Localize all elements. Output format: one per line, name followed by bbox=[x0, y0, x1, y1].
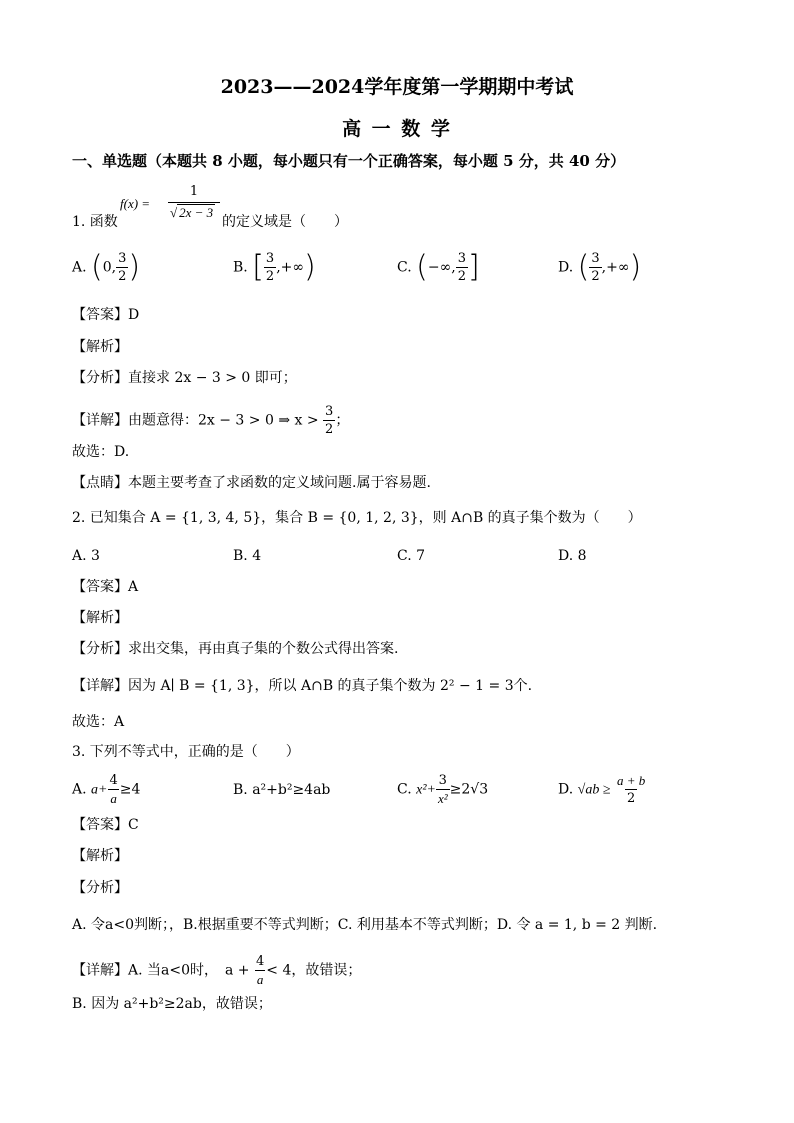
q2-option-b: B. 4 bbox=[233, 548, 262, 564]
q1-fx: f(x) = bbox=[120, 196, 151, 211]
q2-xiangjie: 【详解】因为 A∣ B = {1, 3}，所以 A∩B 的真子集个数为 2² − 1 = 3个. bbox=[72, 678, 533, 694]
q1-option-b: B. [ $\frac{3}{2}$ ,+∞) bbox=[233, 249, 316, 285]
q3-option-d: D. √ab ≥ $\frac{a + b}{2}$ bbox=[558, 773, 646, 806]
q3-stem: 3. 下列不等式中，正确的是（ ） bbox=[72, 744, 300, 760]
q3-answer: 【答案】C bbox=[72, 817, 139, 833]
q2-answer: 【答案】A bbox=[72, 579, 139, 595]
q1-fenxi: 【分析】直接求 2x − 3 > 0 即可； bbox=[72, 370, 297, 386]
q1-frac-num: 1 bbox=[189, 184, 199, 199]
q1-suffix: 的定义域是（ ） bbox=[222, 214, 348, 230]
q2-stem: 2. 已知集合 A = {1, 3, 4, 5}，集合 B = {0, 1, 2, 3}，则 A∩B 的真子集个数为（ ） bbox=[72, 510, 642, 526]
q1-jiexi: 【解析】 bbox=[72, 339, 128, 355]
q1-guxuan: 故选：D. bbox=[72, 444, 130, 460]
q3-analysis: A. 令a<0判断；，B.根据重要不等式判断；C. 利用基本不等式判断；D. 令 a = 1, b = 2 判断. bbox=[72, 917, 658, 933]
q1-xiangjie: 【详解】由题意得：2x − 3 > 0 ⇒ x > $\frac{3}{2}$ ； bbox=[72, 404, 350, 437]
q3-line-b: B. 因为 a²+b²≥2ab，故错误； bbox=[72, 996, 272, 1012]
q1-prefix: 1. 函数 bbox=[72, 214, 118, 230]
q2-option-a: A. 3 bbox=[72, 548, 100, 564]
q2-jiexi: 【解析】 bbox=[72, 610, 128, 626]
q1-option-a: A. (0, $\frac{3}{2}$ ) bbox=[72, 249, 141, 285]
q3-option-b: B. a²+b²≥4ab bbox=[233, 782, 331, 798]
q2-fenxi: 【分析】求出交集，再由真子集的个数公式得出答案. bbox=[72, 641, 399, 657]
q2-guxuan: 故选：A bbox=[72, 714, 125, 730]
q3-xiangjie: 【详解】A. 当a<0时， a + $\frac{4}{a}$ < 4，故错误； bbox=[72, 954, 362, 987]
q2-option-d: D. 8 bbox=[558, 548, 587, 564]
exam-title: 2023——2024学年度第一学期期中考试 bbox=[220, 76, 574, 98]
q2-option-c: C. 7 bbox=[397, 548, 426, 564]
q1-answer: 【答案】D bbox=[72, 307, 140, 323]
q3-option-c: C. x²+ $\frac{3}{\text{x²}}$ ≥2√3 bbox=[397, 773, 489, 806]
q3-jiexi: 【解析】 bbox=[72, 848, 128, 864]
section-heading: 一、单选题（本题共 8 小题，每小题只有一个正确答案，每小题 5 分，共 40 分） bbox=[72, 152, 626, 170]
q1-option-d: D. ( $\frac{3}{2}$ ,+∞) bbox=[558, 249, 642, 285]
q1-frac-den: √ 2x − 3 bbox=[170, 205, 214, 220]
q1-option-c: C. (−∞, $\frac{3}{2}$ ] bbox=[397, 249, 480, 285]
q3-option-a: A. a+ $\frac{4}{a}$ ≥4 bbox=[72, 773, 141, 806]
q3-fenxi: 【分析】 bbox=[72, 880, 128, 896]
subject-title: 高 一 数 学 bbox=[342, 118, 452, 140]
q1-dianjing: 【点睛】本题主要考查了求函数的定义域问题.属于容易题. bbox=[72, 475, 431, 491]
